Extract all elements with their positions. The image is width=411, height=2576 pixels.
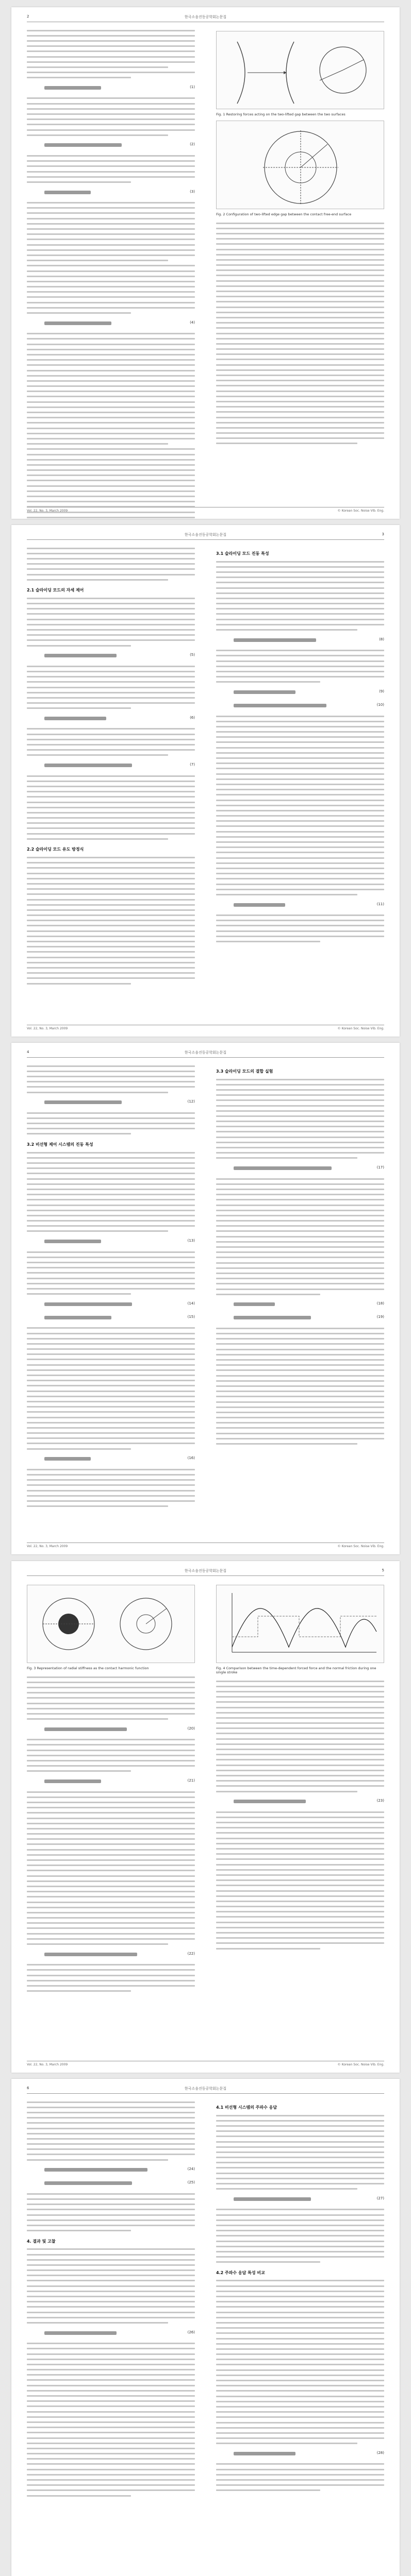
- left-column: [27, 1063, 195, 1509]
- equation: (24): [27, 2164, 195, 2176]
- figure-1: [216, 31, 384, 109]
- equation: (6): [27, 713, 195, 724]
- right-column: [216, 28, 384, 446]
- equation: (17): [216, 1163, 384, 1174]
- equation: (14): [27, 1299, 195, 1310]
- equation: (20): [27, 1724, 195, 1735]
- equation: (26): [27, 2328, 195, 2339]
- equation: (8): [216, 635, 384, 646]
- section-heading: 3.3 슬라이딩 모드의 결합 실험: [216, 1069, 273, 1074]
- figure-4-plot: [217, 1585, 385, 1663]
- section-heading: 3.1 슬라이딩 모드 진동 특성: [216, 551, 269, 556]
- page-number: 4: [27, 1050, 29, 1054]
- figure-3-caption: Fig. 3 Representation of radial stiffness as the contact harmonic function: [27, 1666, 149, 1670]
- equation: (7): [27, 760, 195, 771]
- figure-2: [216, 121, 384, 209]
- figure-3: [27, 1585, 195, 1663]
- figure-2-diagram: [217, 121, 385, 209]
- page-footer: Vol. 22, No. 3, March 2009 © Korean Soc. Noise Vib. Eng.: [27, 2061, 384, 2067]
- page-footer: Vol. 22, No. 3, March 2009 © Korean Soc. Noise Vib. Eng.: [27, 507, 384, 514]
- running-header: 한국소음진동공학회논문집: [27, 2086, 384, 2094]
- section-heading: 4.1 비선형 시스템의 주파수 응답: [216, 2105, 277, 2110]
- section-heading: 3.2 비선형 제어 시스템의 진동 특성: [27, 1142, 93, 1147]
- equation: (5): [27, 650, 195, 662]
- equation: (1): [27, 82, 195, 94]
- equation: (9): [216, 687, 384, 698]
- equation: (19): [216, 1312, 384, 1324]
- section-heading: 2.1 슬라이딩 모드의 자세 제어: [27, 588, 84, 593]
- page-1: [11, 7, 400, 519]
- equation: (3): [27, 187, 195, 198]
- equation: (18): [216, 1299, 384, 1310]
- figure-1-diagram: [217, 31, 385, 109]
- equation: (12): [27, 1097, 195, 1108]
- left-column: [27, 546, 195, 986]
- equation: (22): [27, 1949, 195, 1960]
- left-column: [27, 28, 195, 519]
- equation: (25): [27, 2178, 195, 2189]
- running-header: 한국소음진동공학회논문집: [27, 532, 384, 540]
- equation: (21): [27, 1776, 195, 1787]
- right-column: [216, 2099, 384, 2493]
- equation: (4): [27, 318, 195, 329]
- left-column: [27, 2099, 195, 2498]
- equation: (13): [27, 1236, 195, 1247]
- page-footer: Vol. 22, No. 3, March 2009 © Korean Soc. Noise Vib. Eng.: [27, 1543, 384, 1549]
- figure-1-caption: Fig. 1 Restoring forces acting on the two-lifted gap between the two surfaces: [216, 112, 346, 116]
- figure-4-caption: Fig. 4 Comparison between the time-dependent forced force and the normal friction during one single stroke: [216, 1666, 376, 1674]
- equation: (16): [27, 1453, 195, 1465]
- equation: (10): [216, 700, 384, 711]
- running-header: 한국소음진동공학회논문집: [27, 1050, 384, 1058]
- section-heading: 4.2 주파수 응답 특성 비교: [216, 2270, 265, 2275]
- page-number: 3: [382, 532, 384, 536]
- equation: (11): [216, 900, 384, 911]
- running-header: 한국소음진동공학회논문집: [27, 1568, 384, 1576]
- section-heading: 2.2 슬라이딩 모드 유도 방정식: [27, 847, 84, 852]
- right-column: [216, 1063, 384, 1447]
- page-number: 2: [27, 14, 29, 19]
- equation: (2): [27, 140, 195, 151]
- equation: (27): [216, 2194, 384, 2205]
- right-column: [216, 1582, 384, 1951]
- left-column: [27, 1582, 195, 1994]
- page-4: [11, 1561, 400, 2073]
- figure-4: [216, 1585, 384, 1663]
- right-column: [216, 546, 384, 944]
- page-3: [11, 1043, 400, 1554]
- figure-3-diagram: [27, 1585, 195, 1663]
- page-footer: Vol. 22, No. 3, March 2009 © Korean Soc. Noise Vib. Eng.: [27, 1025, 384, 1031]
- equation: (15): [27, 1312, 195, 1324]
- page-5: [11, 2079, 400, 2576]
- page-2: [11, 525, 400, 1037]
- page-number: 6: [27, 2086, 29, 2090]
- page-number: 5: [382, 1568, 384, 1572]
- figure-2-caption: Fig. 2 Configuration of two-lifted edge gap between the contact free-end surface: [216, 212, 352, 216]
- section-heading: 4. 결과 및 고찰: [27, 2239, 56, 2244]
- running-header: 한국소음진동공학회논문집: [27, 14, 384, 22]
- equation: (23): [216, 1796, 384, 1807]
- equation: (28): [216, 2448, 384, 2460]
